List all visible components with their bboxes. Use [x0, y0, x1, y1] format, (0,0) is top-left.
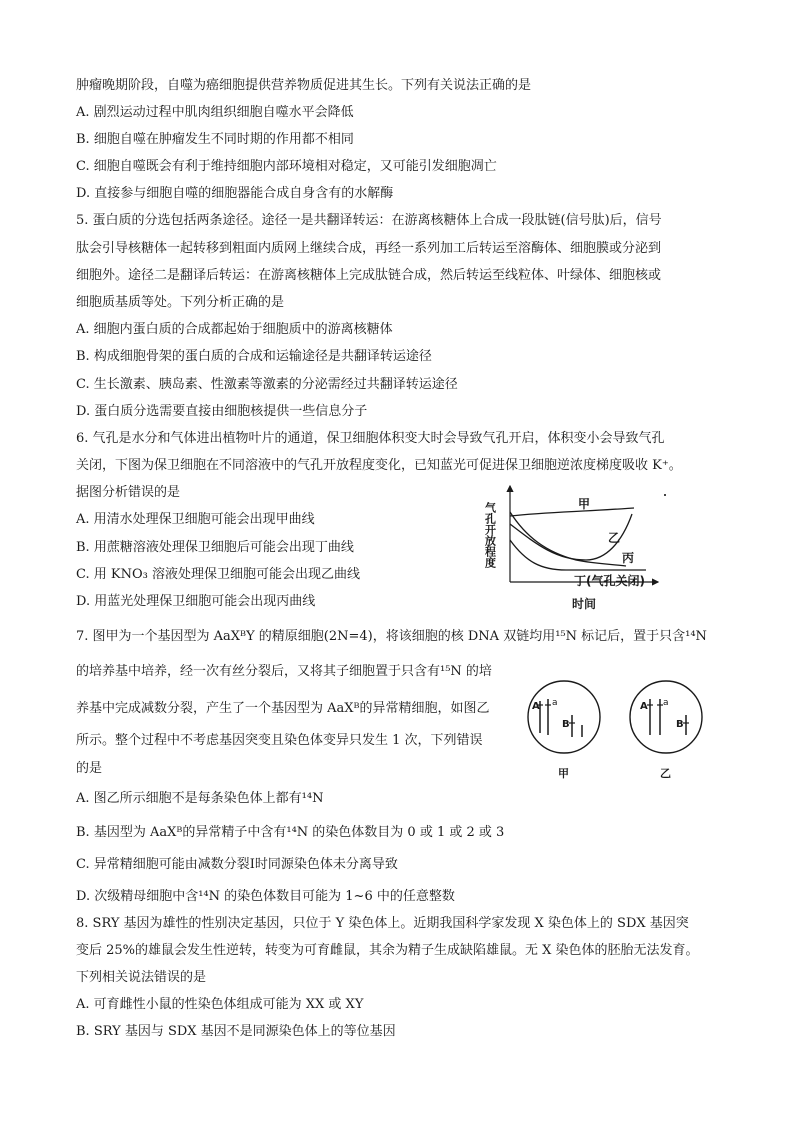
cell-jia-label: 甲: [558, 767, 569, 780]
curve-yi-label: 乙: [608, 531, 621, 545]
q5-option-d: D. 蛋白质分选需要直接由细胞核提供一些信息分子: [76, 404, 368, 419]
q4-option-a: A. 剧烈运动过程中肌肉组织细胞自噬水平会降低: [76, 105, 354, 120]
gene-A-label: A: [532, 701, 540, 712]
q6-stem-line-1: 6. 气孔是水分和气体进出植物叶片的通道，保卫细胞体积变大时会导致气孔开启，体积变小会导致气孔: [76, 431, 665, 446]
gene-A-label: A: [640, 701, 648, 712]
q6-option-d: D. 用蓝光处理保卫细胞可能会出现丙曲线: [76, 594, 316, 609]
q7-option-c: C. 异常精细胞可能由减数分裂Ⅰ时同源染色体未分离导致: [76, 857, 398, 872]
q7-option-a: A. 图乙所示细胞不是每条染色体上都有¹⁴N: [76, 791, 324, 806]
q7-stem-line-1: 7. 图甲为一个基因型为 AaXᴮY 的精原细胞(2N=4)，将该细胞的核 DNA 双链均用¹⁵N 标记后，置于只含¹⁴N: [76, 629, 707, 644]
q6-option-c: C. 用 KNO₃ 溶液处理保卫细胞可能会出现乙曲线: [76, 567, 360, 582]
x-axis-label: 时间: [572, 597, 597, 611]
q8-stem-line-2: 变后 25%的雄鼠会发生性逆转，转变为可育雌鼠，其余为精子生成缺陷雄鼠。无 X 染色体的胚胎无法发育。: [76, 943, 699, 958]
cell-yi: [630, 681, 702, 753]
q7-stem-line-2: 的培养基中培养，经一次有丝分裂后，又将其子细胞置于只含有¹⁵N 的培: [76, 664, 492, 679]
q8-option-b: B. SRY 基因与 SDX 基因不是同源染色体上的等位基因: [76, 1024, 396, 1039]
q7-stem-line-3: 养基中完成减数分裂，产生了一个基因型为 AaXᴮ的异常精细胞，如图乙: [76, 701, 490, 716]
q6-option-a: A. 用清水处理保卫细胞可能会出现甲曲线: [76, 512, 315, 527]
q6-stem-line-2: 关闭，下图为保卫细胞在不同溶液中的气孔开放程度变化，已知蓝光可促进保卫细胞逆浓度梯度吸收 K⁺。: [76, 458, 682, 473]
q7-option-b: B. 基因型为 AaXᴮ的异常精子中含有¹⁴N 的染色体数目为 0 或 1 或 2 或 3: [76, 825, 505, 840]
cell-jia: [528, 681, 600, 753]
curve-ding-label: 丁(气孔关闭): [574, 574, 645, 588]
q4-option-d: D. 直接参与细胞自噬的细胞器能合成自身含有的水解酶: [76, 186, 394, 201]
curve-jia: [510, 508, 634, 516]
gene-a-label: a: [663, 698, 669, 708]
q7-option-d: D. 次级精母细胞中含¹⁴N 的染色体数目可能为 1~6 中的任意整数: [76, 889, 455, 904]
q8-option-a: A. 可育雌性小鼠的性染色体组成可能为 XX 或 XY: [76, 997, 364, 1012]
cell-yi-label: 乙: [660, 767, 671, 780]
q4-option-b: B. 细胞自噬在肿瘤发生不同时期的作用都不相同: [76, 132, 354, 147]
curve-jia-label: 甲: [578, 497, 591, 511]
curve-bing-label: 丙: [622, 551, 635, 565]
q5-option-c: C. 生长激素、胰岛素、性激素等激素的分泌需经过共翻译转运途径: [76, 377, 458, 392]
q4-option-c: C. 细胞自噬既会有利于维持细胞内部环境相对稳定，又可能引发细胞凋亡: [76, 159, 497, 174]
q7-stem-line-4: 所示。整个过程中不考虑基因突变且染色体变异只发生 1 次，下列错误: [76, 733, 483, 748]
gene-a-label: a: [552, 698, 558, 708]
q5-option-b: B. 构成细胞骨架的蛋白质的合成和运输途径是共翻译转运途径: [76, 349, 432, 364]
stomata-curve-figure: [483, 482, 686, 614]
q6-option-b: B. 用蔗糖溶液处理保卫细胞后可能会出现丁曲线: [76, 540, 354, 555]
q6-stem-line-3: 据图分析错误的是: [76, 485, 181, 500]
q8-stem-line-3: 下列相关说法错误的是: [76, 970, 207, 985]
q7-stem-line-5: 的是: [76, 761, 103, 776]
q8-stem-line-1: 8. SRY 基因为雄性的性别决定基因，只位于 Y 染色体上。近期我国科学家发现 X 染色体上的 SDX 基因突: [76, 916, 689, 931]
q5-option-a: A. 细胞内蛋白质的合成都起始于细胞质中的游离核糖体: [76, 322, 393, 337]
q5-stem-line-4: 细胞质基质等处。下列分析正确的是: [76, 295, 285, 310]
q5-stem-line-1: 5. 蛋白质的分选包括两条途径。途径一是共翻译转运：在游离核糖体上合成一段肽链(信号肽)后，信号: [76, 213, 662, 228]
q5-stem-line-2: 肽会引导核糖体一起转移到粗面内质网上继续合成，再经一系列加工后转运至溶酶体、细胞膜或分泌到: [76, 241, 662, 256]
gene-B-label: B: [562, 719, 570, 730]
y-axis-label: 气孔开放程度: [483, 502, 497, 568]
q4-stem: 肿瘤晚期阶段，自噬为癌细胞提供营养物质促进其生长。下列有关说法正确的是: [76, 78, 532, 93]
gene-B-label: B: [676, 719, 684, 730]
q5-stem-line-3: 细胞外。途径二是翻译后转运：在游离核糖体上完成肽链合成，然后转运至线粒体、叶绿体、细胞核或: [76, 268, 662, 283]
cell-figure: [526, 665, 726, 785]
